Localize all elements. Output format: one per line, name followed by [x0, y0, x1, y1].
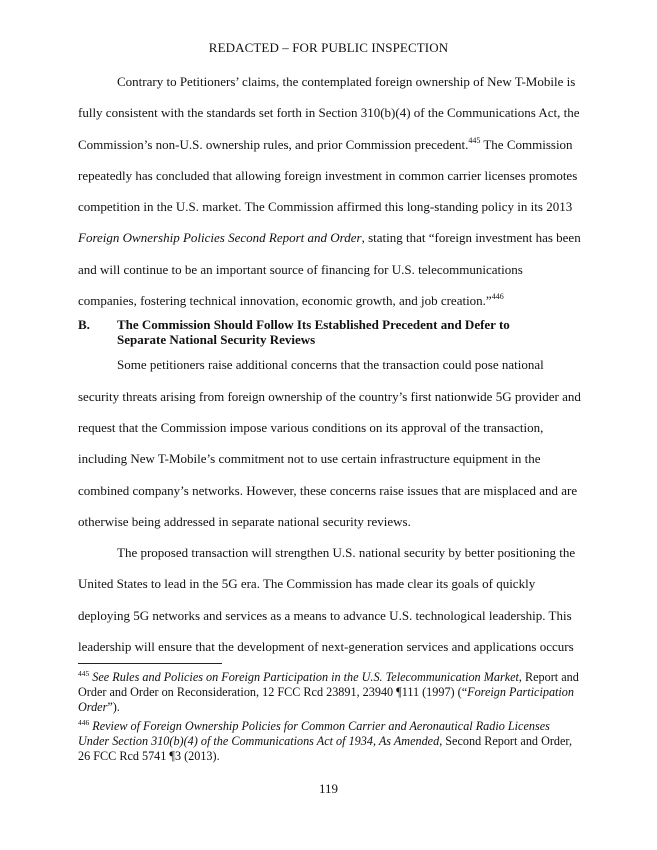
- footnote-445: [78, 670, 581, 715]
- footnote-short-title: Foreign Participation Order: [78, 685, 574, 714]
- section-heading-b: [78, 317, 581, 347]
- page-header: REDACTED – FOR PUBLIC INSPECTION: [208, 40, 449, 55]
- footnote-446: [78, 719, 581, 764]
- section-letter: B.: [78, 317, 90, 333]
- footnote-text: , Report and Order and Order on Reconsideration, 12 FCC Rcd 23891, 23940 ¶111 (1997) (“: [78, 670, 579, 699]
- footnote-citation-title: See Rules and Policies on Foreign Participation in the U.S. Telecommunication Market: [92, 670, 519, 684]
- document-body: [78, 66, 581, 662]
- paragraph-text: Contrary to Petitioners’ claims, the contemplated foreign ownership of New T-Mobile is fully consistent with the standards set forth in Section 310(b)(4) of the Communications Act, the Commission’s non-U.S. ownership rules, and prior Commission precedent.: [78, 74, 580, 152]
- paragraph-security-concerns: Some petitioners raise additional concerns that the transaction could pose national security threats arising from foreign ownership of the country’s first nationwide 5G provider and request that the Commission impose various conditions on its approval of the transaction, including New T-Mobile’s commitment not to use certain infrastructure equipment in the combined company’s networks. However, these concerns raise issues that are misplaced and are otherwise being addressed in separate national security reviews.: [78, 357, 581, 529]
- paragraph-5g-leadership: The proposed transaction will strengthen U.S. national security by better positioning the United States to lead in the 5G era. The Commission has made clear its goals of quickly deploying 5G networks and services as a means to advance U.S. technological leadership. This leadership will ensure that the development of next-generation services and applications occurs: [78, 545, 576, 655]
- footnote-citation-title: Review of Foreign Ownership Policies for Common Carrier and Aeronautical Radio Licenses Under Section 310(b)(4) of the Communications Act of 1934, As Amended: [78, 719, 550, 748]
- footnote-number: 446: [78, 718, 90, 727]
- footnote-ref-446[interactable]: 446: [491, 292, 504, 302]
- footnote-number: 445: [78, 669, 90, 678]
- page-number: 119: [318, 781, 339, 796]
- section-title: The Commission Should Follow Its Established Precedent and Defer to Separate National Security Reviews: [117, 317, 510, 348]
- cited-order-title: Foreign Ownership Policies Second Report and Order: [78, 230, 362, 246]
- footnote-divider: [78, 663, 222, 664]
- footnote-text: , Second Report and Order, 26 FCC Rcd 5741 ¶3 (2013).: [78, 734, 573, 763]
- paragraph-text: The Commission repeatedly has concluded that allowing foreign investment in common carrier licenses promotes competition in the U.S. market. The Commission affirmed this long-standing policy in its 2013: [78, 136, 578, 215]
- footnote-ref-445[interactable]: 445: [468, 135, 481, 145]
- footnote-text: ”).: [107, 700, 120, 714]
- paragraph-text: , stating that “foreign investment has been and will continue to be an important source of financing for U.S. telecommunications companies, fostering technical innovation, economic growth, and job creation.”: [78, 230, 581, 309]
- paragraph-foreign-ownership: [78, 66, 581, 316]
